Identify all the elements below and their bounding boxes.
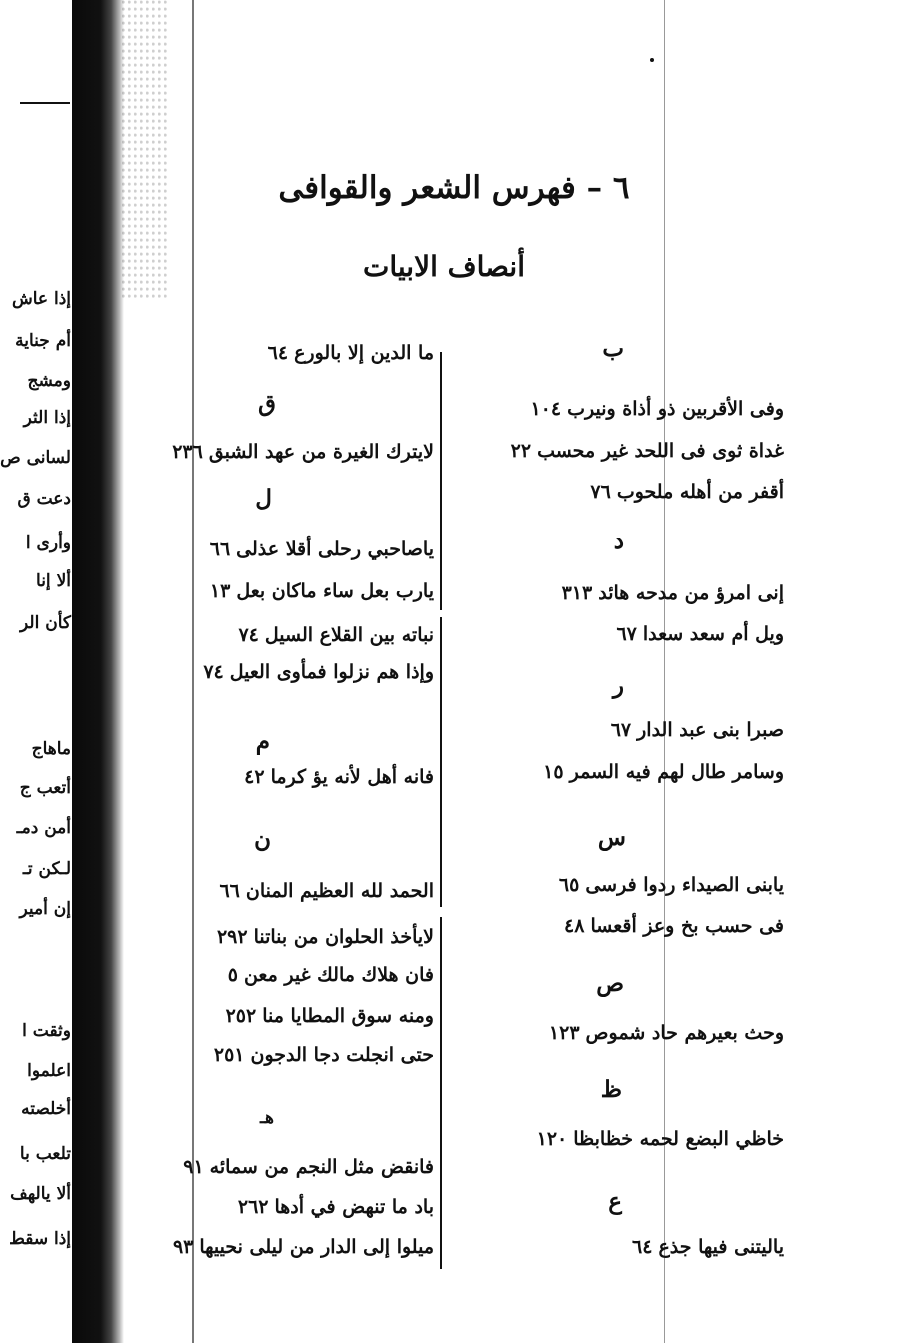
page-number: ٩٣ <box>172 1236 194 1258</box>
page-number: ٧٤ <box>203 661 224 683</box>
prev-page-line: أم جناية <box>15 331 71 351</box>
index-entry <box>549 1020 784 1046</box>
index-entry <box>616 621 784 647</box>
rhyme-letter-heading: د <box>613 527 624 554</box>
previous-page-fragment <box>0 0 72 1343</box>
page-number: ١٣ <box>209 580 231 602</box>
rhyme-letter-heading: س <box>597 824 626 851</box>
hemistich-text: وفى الأقربين ذو أذاة ونيرب <box>567 398 784 420</box>
page-number: ٥ <box>227 964 238 986</box>
index-entry <box>537 1126 784 1152</box>
index-entry <box>210 578 434 604</box>
index-entry <box>210 536 434 562</box>
index-entry <box>203 659 434 685</box>
page-number: ٣١٣ <box>561 582 593 604</box>
page-number: ٢٢ <box>510 440 532 462</box>
index-entry <box>244 764 434 790</box>
page-number: ٢٣٦ <box>172 441 203 463</box>
prev-page-line: كأن الر <box>20 613 71 633</box>
prev-page-line: ومشج <box>27 371 71 391</box>
rhyme-letter-heading: ع <box>608 1188 622 1215</box>
index-entry <box>238 622 434 648</box>
rhyme-letter-heading: ن <box>254 826 271 853</box>
book-gutter-shadow <box>72 0 124 1343</box>
prev-page-line: تلعب با <box>19 1144 71 1164</box>
column-divider <box>440 617 442 907</box>
index-entry <box>590 479 784 505</box>
hemistich-text: وسامر طال لهم فيه السمر <box>569 761 784 783</box>
hemistich-text: ما الدين إلا بالورع <box>294 342 434 364</box>
hemistich-text: فان هلاك مالك غير معن <box>243 964 434 986</box>
page-number: ٤٨ <box>564 915 585 937</box>
prev-page-line: لـكن تـ <box>22 859 71 879</box>
rhyme-letter-heading: ق <box>258 390 276 417</box>
index-entry <box>219 878 434 904</box>
prev-page-line: وثقت ا <box>22 1021 71 1041</box>
hemistich-text: باد ما تنهض في أدها <box>274 1196 434 1218</box>
index-entry <box>226 1003 434 1029</box>
page-number: ٩١ <box>183 1156 204 1178</box>
prev-page-line: إن أمير <box>19 899 71 919</box>
page-number: ١٥ <box>543 761 564 783</box>
page-number: ١٠٤ <box>530 398 562 420</box>
page-number: ٦٥ <box>558 874 580 896</box>
index-entry <box>530 396 784 422</box>
previous-page-rule <box>20 102 70 104</box>
prev-page-line: لسانى ص <box>0 448 71 468</box>
prev-page-line: وأرى ا <box>25 533 71 553</box>
hemistich-text: وحث بعيرهم حاد شموص <box>585 1022 784 1044</box>
prev-page-line: إذا سقط <box>9 1229 71 1249</box>
page-number: ٦٤ <box>632 1236 653 1258</box>
hemistich-text: خاظي البضع لحمه خظابظا <box>573 1128 784 1150</box>
rhyme-letter-heading: ص <box>596 970 624 997</box>
hemistich-text: ويل أم سعد سعدا <box>642 623 784 645</box>
page-number: ٤٢ <box>244 766 265 788</box>
rhyme-letter-heading: ب <box>602 335 624 362</box>
hemistich-text: ميلوا إلى الدار من ليلى نحييها <box>199 1236 434 1258</box>
hemistich-text: فى حسب بخ وعز أقعسا <box>590 915 784 937</box>
index-entry <box>511 438 784 464</box>
index-entry <box>564 913 784 939</box>
index-entry <box>632 1234 784 1260</box>
index-entry <box>238 1194 434 1220</box>
page-number: ٢٩٢ <box>216 926 248 948</box>
page-number: ٦٧ <box>610 719 632 741</box>
hemistich-text: صبرا بنى عبد الدار <box>637 719 784 741</box>
prev-page-line: اعلموا <box>27 1061 71 1081</box>
index-entry <box>228 962 434 988</box>
page-number: ٢٥٢ <box>225 1005 257 1027</box>
left-index-column <box>134 0 434 1343</box>
page-number: ٦٧ <box>616 623 637 645</box>
hemistich-text: غداة ثوى فى اللحد غير محسب <box>537 440 784 462</box>
page-title: ٦ – فهرس الشعر والقوافى <box>278 170 630 206</box>
prev-page-line: إذا الثر <box>23 408 71 428</box>
hemistich-text: نباته بين القلاع السيل <box>264 624 434 646</box>
index-entry <box>543 759 784 785</box>
hemistich-text: فانقض مثل النجم من سمائه <box>209 1156 434 1178</box>
page-number: ١٢٠ <box>536 1128 568 1150</box>
hemistich-text: لايأخذ الحلوان من بناتنا <box>253 926 434 948</box>
hemistich-text: ياليتنى فيها جذع <box>658 1236 784 1258</box>
prev-page-line: أخلصته <box>21 1099 71 1119</box>
index-entry <box>214 1042 434 1068</box>
section-subtitle: أنصاف الابيات <box>362 250 526 283</box>
page-number: ٦٦ <box>209 538 231 560</box>
hemistich-text: ياصاحبي رحلى أقلا عذلى <box>236 538 434 560</box>
index-entry <box>217 924 434 950</box>
prev-page-line: ماهاج <box>31 739 71 759</box>
hemistich-text: يارب بعل ساء ماكان بعل <box>236 580 434 602</box>
rhyme-letter-heading: ظ <box>600 1076 622 1103</box>
index-entry <box>173 1234 434 1260</box>
column-divider <box>440 917 442 1269</box>
right-index-column <box>484 0 784 1343</box>
rhyme-letter-heading: هـ <box>260 1108 274 1128</box>
prev-page-line: ألا يالهف <box>10 1184 71 1204</box>
prev-page-line: إذا عاش <box>11 289 71 309</box>
hemistich-text: لايترك الغيرة من عهد الشبق <box>208 441 434 463</box>
prev-page-line: ألا إنا <box>36 571 71 591</box>
prev-page-line: أتعب ج <box>19 778 71 798</box>
prev-page-line: أمن دمـ <box>16 818 71 838</box>
index-entry <box>611 717 784 743</box>
rhyme-letter-heading: ر <box>612 672 624 699</box>
hemistich-text: أقفر من أهله ملحوب <box>616 481 784 503</box>
hemistich-text: حتى انجلت دجا الدجون <box>250 1044 434 1066</box>
index-entry <box>562 580 784 606</box>
hemistich-text: وإذا هم نزلوا فمأوى العيل <box>229 661 434 683</box>
index-entry <box>183 1154 434 1180</box>
index-entry <box>268 340 434 366</box>
page-number: ١٢٣ <box>548 1022 580 1044</box>
page-number: ٦٦ <box>219 880 240 902</box>
page-number: ٧٤ <box>238 624 259 646</box>
index-entry <box>559 872 784 898</box>
hemistich-text: إنى امرؤ من مدحه هائد <box>598 582 784 604</box>
page-number: ٢٦٢ <box>237 1196 269 1218</box>
rhyme-letter-heading: ل <box>255 485 272 512</box>
index-entry <box>172 439 434 465</box>
column-divider <box>440 352 442 610</box>
hemistich-text: يابنى الصيداء ردوا فرسى <box>585 874 784 896</box>
hemistich-text: الحمد لله العظيم المنان <box>245 880 434 902</box>
rhyme-letter-heading: م <box>255 728 270 755</box>
page-number: ٢٥١ <box>213 1044 245 1066</box>
page-number: ٧٦ <box>590 481 611 503</box>
page-number: ٦٤ <box>267 342 289 364</box>
hemistich-text: فانه أهل لأنه يؤ كرما <box>270 766 434 788</box>
prev-page-line: دعت ق <box>17 489 71 509</box>
hemistich-text: ومنه سوق المطايا منا <box>262 1005 434 1027</box>
